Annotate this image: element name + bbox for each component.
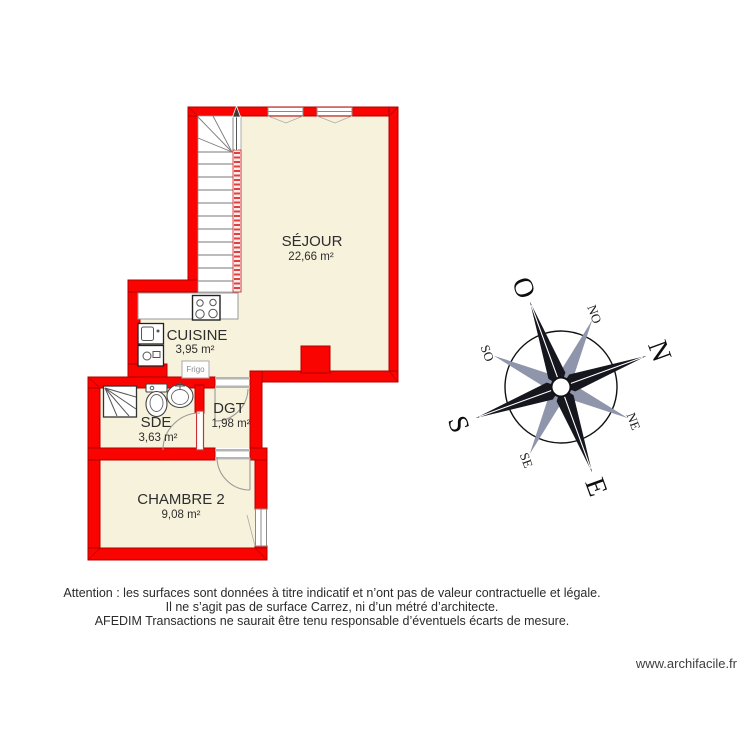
wall-sejour-right xyxy=(389,107,398,382)
wall-mid-right xyxy=(250,448,267,460)
wall-sejour-left xyxy=(188,116,198,292)
compass-label-sw: SO xyxy=(477,342,498,364)
disclaimer-line3: AFEDIM Transactions ne saurait être tenu responsable d’éventuels écarts de mesure. xyxy=(94,614,570,628)
disclaimer-line1: Attention : les surfaces sont données à titre indicatif et n’ont pas de valeur contractuelle et légale. xyxy=(63,586,601,600)
jamb-chambre-a xyxy=(215,449,250,452)
compass-label-south: S xyxy=(440,411,476,438)
shower-icon xyxy=(104,386,137,417)
sink-unit-icon xyxy=(138,324,164,345)
area-chambre2: 9,08 m² xyxy=(161,509,201,521)
wall-chambre-bottom xyxy=(88,548,267,560)
stove-icon xyxy=(193,296,221,321)
compass-label-ne: NE xyxy=(623,410,644,432)
label-cuisine: CUISINE xyxy=(166,327,228,344)
compass-label-west: O xyxy=(505,273,542,303)
watermark-link[interactable]: www.archifacile.fr xyxy=(635,656,737,671)
staircase xyxy=(198,106,241,292)
jamb-dgt-top-a xyxy=(215,377,250,380)
area-cuisine: 3,95 m² xyxy=(175,344,215,356)
compass-label-se: SE xyxy=(516,450,537,470)
wall-duct xyxy=(301,346,330,373)
compass-label-east: E xyxy=(578,473,614,501)
washer-icon xyxy=(138,346,164,367)
label-sde: SDE xyxy=(140,414,172,431)
label-dgt: DGT xyxy=(213,400,245,417)
fridge-label: Frigo xyxy=(186,365,205,374)
label-sejour: SÉJOUR xyxy=(281,233,343,250)
disclaimer-block xyxy=(63,586,600,628)
area-sejour: 22,66 m² xyxy=(288,251,334,263)
wall-chambre-right-upper xyxy=(255,460,267,509)
compass-rose xyxy=(404,237,713,538)
fridge xyxy=(182,361,209,378)
jamb-dgt-top-b xyxy=(215,386,250,389)
wall-sde-dgt-divider xyxy=(195,385,204,413)
compass-label-north: N xyxy=(641,336,678,367)
toilet-icon xyxy=(146,384,167,417)
counter-top xyxy=(138,293,238,319)
wall-left-outer xyxy=(88,388,100,560)
area-dgt: 1,98 m² xyxy=(211,418,251,430)
compass-label-nw: NO xyxy=(584,302,605,326)
area-sde: 3,63 m² xyxy=(138,432,178,444)
wall-dgt-right xyxy=(250,371,262,455)
wall-cuisine-top xyxy=(128,280,198,292)
label-chambre2: CHAMBRE 2 xyxy=(137,491,225,508)
jamb-chambre-b xyxy=(215,457,250,460)
disclaimer-line2: Il ne s’agit pas de surface Carrez, ni d’un métré d’architecte. xyxy=(165,600,499,614)
